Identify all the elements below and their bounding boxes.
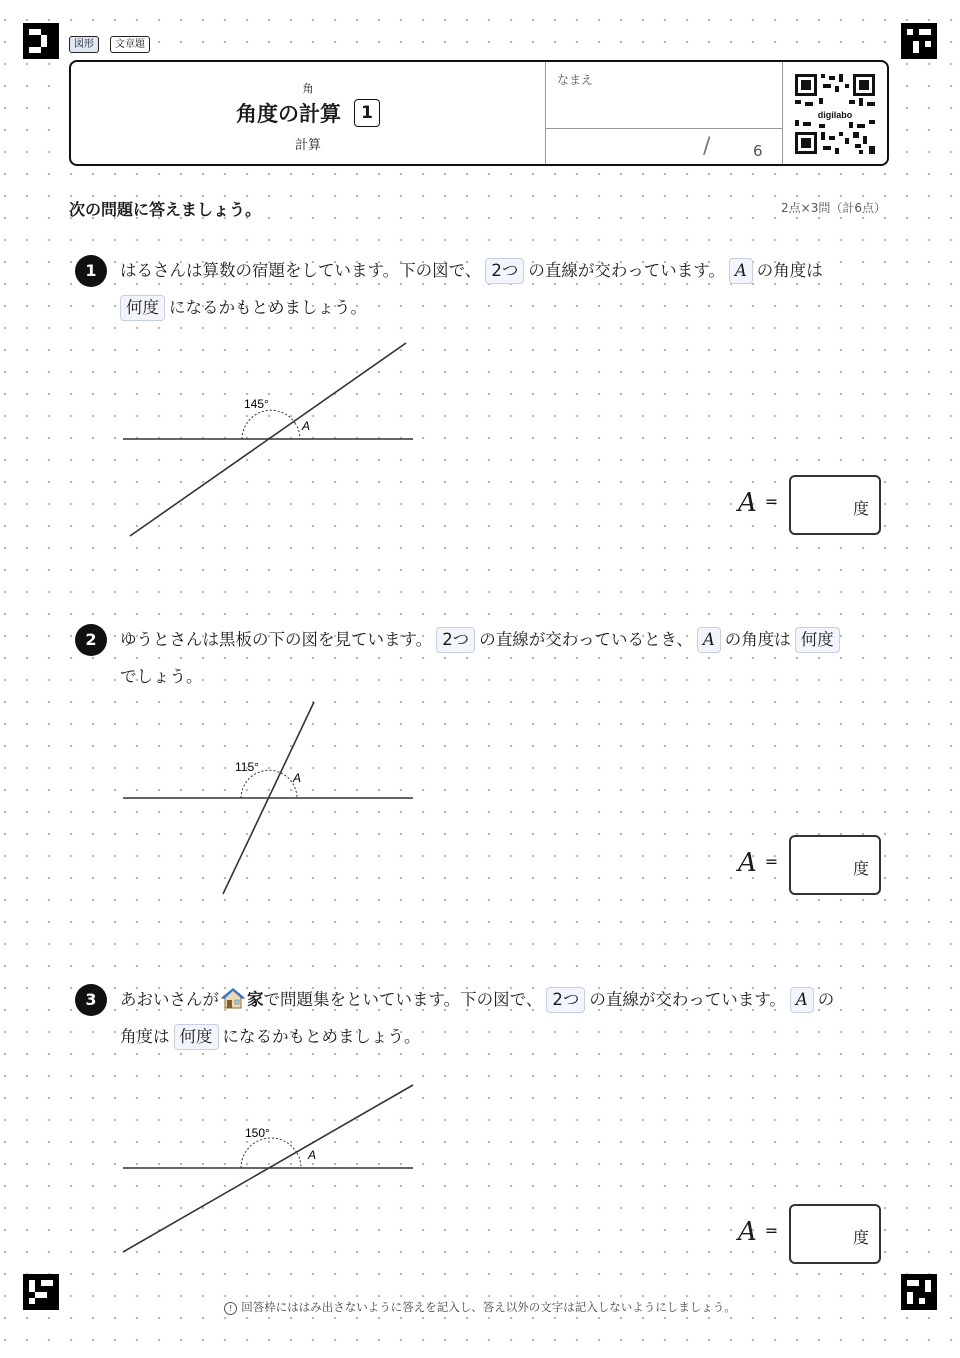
- question-3-number: 3: [75, 984, 107, 1016]
- qr-code-icon: [793, 72, 877, 156]
- angle-value-label: 150°: [245, 1126, 270, 1140]
- question-2-number: 2: [75, 624, 107, 656]
- highlight-what: 何度: [795, 627, 840, 653]
- category-label: 角: [302, 82, 314, 95]
- header-divider-2: [782, 62, 783, 164]
- title-number-box: 1: [354, 99, 380, 127]
- highlight-what: 何度: [120, 295, 165, 321]
- corner-marker-top-left: [23, 23, 59, 59]
- title-row: [71, 98, 545, 128]
- answer-2-box[interactable]: [789, 835, 881, 895]
- highlight-count: 2つ: [546, 987, 585, 1013]
- worksheet-header: [69, 60, 889, 166]
- question-3-diagram: [115, 1078, 425, 1263]
- answer-unit: 度: [852, 1228, 869, 1247]
- tag-word-problem: 文章題: [110, 36, 150, 53]
- angle-value-label: 115°: [235, 760, 259, 774]
- question-3-text: あおいさんが 家で問題集をといています。下の図で、 2つ の直線が交わっています。 A の 角度は 何度 になるかもとめましょう。: [120, 981, 890, 1055]
- name-label: なまえ: [557, 73, 594, 87]
- corner-marker-top-right: [901, 23, 937, 59]
- answer-2-label: A =: [738, 848, 779, 878]
- answer-1-label: A =: [738, 488, 779, 518]
- angle-value-label: 145°: [244, 397, 269, 411]
- answer-unit: 度: [852, 499, 869, 518]
- name-field[interactable]: [547, 92, 779, 126]
- angle-arc-given: [242, 410, 295, 439]
- highlight-what: 何度: [174, 1024, 219, 1050]
- subtitle: 計算: [294, 138, 321, 153]
- angle-arc-a: [297, 1153, 301, 1168]
- highlight-count: 2つ: [436, 627, 475, 653]
- score-total: 6: [753, 142, 763, 160]
- angle-arc-given: [241, 1138, 297, 1168]
- angle-a-label: A: [302, 419, 311, 433]
- answer-3-box[interactable]: [789, 1204, 881, 1264]
- info-icon: !: [224, 1302, 237, 1315]
- question-2-text: ゆうとさんは黒板の下の図を見ています。 2つ の直線が交わっているとき、 A の角度は 何度 でしょう。: [120, 621, 890, 695]
- angle-arc-a: [295, 423, 300, 439]
- answer-unit: 度: [852, 859, 869, 878]
- highlight-variable: A: [790, 987, 814, 1013]
- footer-note: [0, 1299, 960, 1315]
- question-1-number: 1: [75, 255, 107, 287]
- page-title: 角度の計算: [235, 102, 341, 126]
- house-word: 家: [247, 990, 264, 1009]
- answer-3-label: A =: [738, 1217, 779, 1247]
- highlight-variable: A: [729, 258, 753, 284]
- highlight-count: 2つ: [485, 258, 524, 284]
- angle-a-label: A: [293, 771, 302, 785]
- question-2-diagram: [115, 698, 425, 903]
- header-divider-1: [545, 62, 546, 164]
- points-text: 2点×3問（計6点）: [781, 201, 886, 215]
- question-1-diagram: [115, 335, 425, 550]
- highlight-variable: A: [697, 627, 721, 653]
- score-slash: /: [703, 134, 711, 159]
- header-divider-h: [545, 128, 782, 129]
- angle-a-label: A: [308, 1148, 317, 1162]
- footer-note-text: 回答枠にははみ出さないように答えを記入し、答え以外の文字は記入しないようにしましょう。: [241, 1300, 736, 1314]
- house-icon: [221, 987, 245, 1009]
- qr-label: digilabo: [817, 110, 853, 120]
- question-1-text: はるさんは算数の宿題をしています。下の図で、 2つ の直線が交わっています。 A の角度は 何度 になるかもとめましょう。: [120, 252, 890, 326]
- instruction-text: 次の問題に答えましょう。: [69, 200, 262, 219]
- tag-figures: 図形: [69, 36, 99, 53]
- answer-1-box[interactable]: [789, 475, 881, 535]
